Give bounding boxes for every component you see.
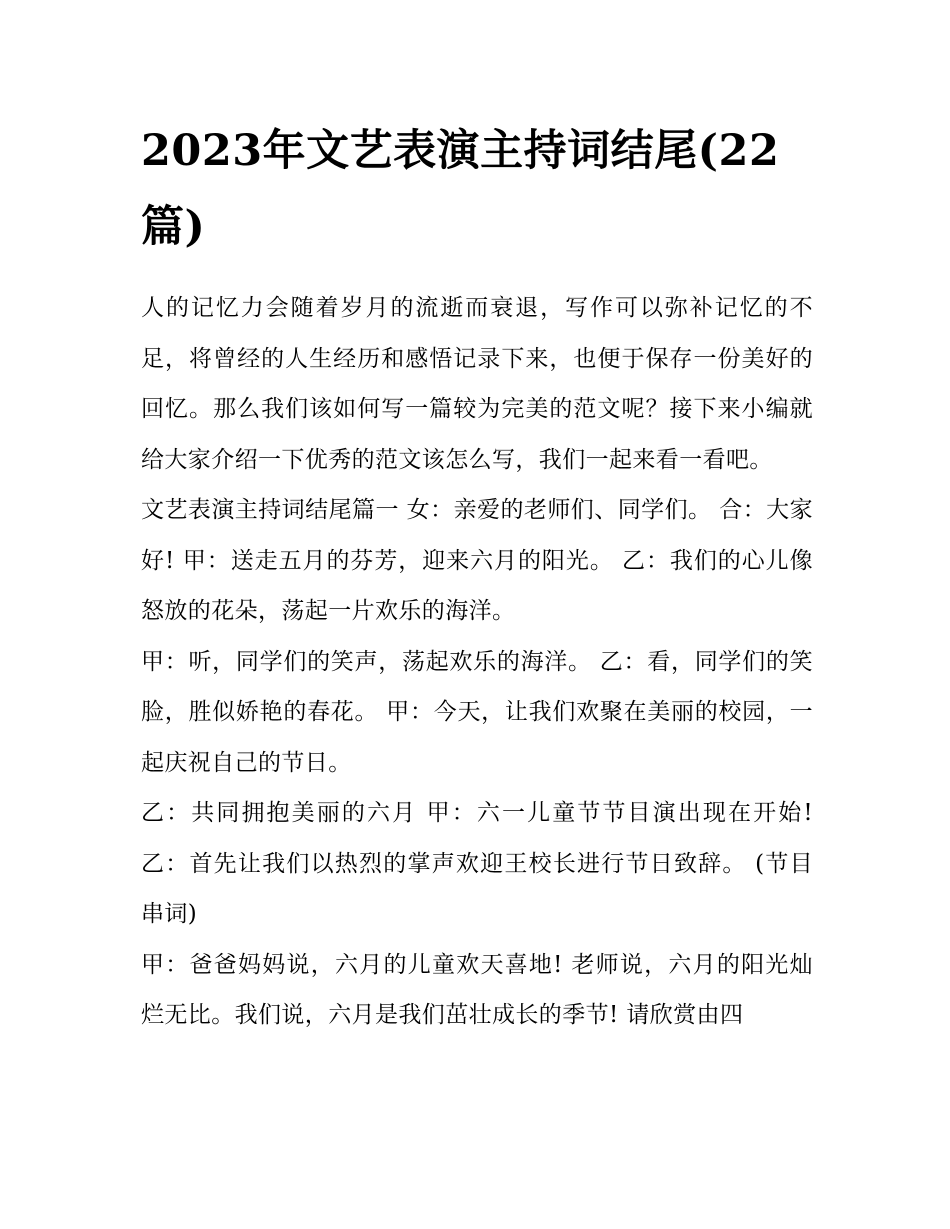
body-paragraph-1: 文艺表演主持词结尾篇一 女：亲爱的老师们、同学们。 合：大家好! 甲：送走五月的芬芳，迎来六月的阳光。 乙：我们的心儿像怒放的花朵，荡起一片欢乐的海洋。 [141, 497, 813, 624]
body-paragraph-4: 甲：爸爸妈妈说，六月的儿童欢天喜地! 老师说，六月的阳光灿烂无比。我们说，六月是我们茁壮成长的季节! 请欣赏由四 [141, 951, 813, 1028]
body-paragraph-3: 乙：共同拥抱美丽的六月 甲：六一儿童节节目演出现在开始! 乙：首先让我们以热烈的掌声欢迎王校长进行节日致辞。 (节目串词) [141, 800, 813, 927]
intro-paragraph: 人的记忆力会随着岁月的流逝而衰退，写作可以弥补记忆的不足，将曾经的人生经历和感悟记录下来，也便于保存一份美好的回忆。那么我们该如何写一篇较为完美的范文呢？接下来小编就给大家介绍一下优秀的范文该怎么写，我们一起来看一看吧。 [141, 295, 813, 473]
body-paragraph-2: 甲：听，同学们的笑声，荡起欢乐的海洋。 乙：看，同学们的笑脸，胜似娇艳的春花。 甲：今天，让我们欢聚在美丽的校园，一起庆祝自己的节日。 [141, 648, 813, 776]
document-content [141, 113, 813, 1041]
document-title: 2023年文艺表演主持词结尾(22篇) [141, 126, 780, 252]
